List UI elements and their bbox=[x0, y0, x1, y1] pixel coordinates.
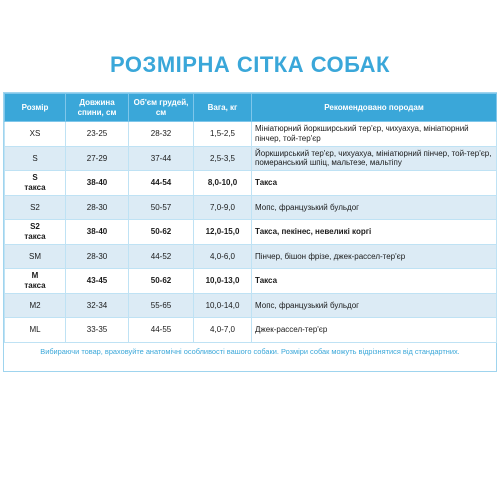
size-cell: M такса bbox=[5, 269, 66, 294]
back-length-cell: 28-30 bbox=[66, 244, 129, 269]
size-chart-table bbox=[4, 93, 497, 343]
back-length-cell: 27-29 bbox=[66, 146, 129, 171]
size-cell: S такса bbox=[5, 171, 66, 196]
back-length-cell: 43-45 bbox=[66, 269, 129, 294]
chest-cell: 44-54 bbox=[129, 171, 194, 196]
table-row bbox=[5, 195, 497, 220]
chest-cell: 55-65 bbox=[129, 293, 194, 318]
size-cell: S2 bbox=[5, 195, 66, 220]
back-length-cell: 28-30 bbox=[66, 195, 129, 220]
table-header-row bbox=[5, 94, 497, 122]
back-length-cell: 23-25 bbox=[66, 122, 129, 147]
weight-cell: 10,0-14,0 bbox=[194, 293, 252, 318]
size-cell: M2 bbox=[5, 293, 66, 318]
weight-cell: 2,5-3,5 bbox=[194, 146, 252, 171]
breeds-cell: Мініатюрний йоркширський тер'єр, чихуахуа, мініатюрний пінчер, той-тер'єр bbox=[252, 122, 497, 147]
table-row bbox=[5, 269, 497, 294]
size-cell: ML bbox=[5, 318, 66, 343]
weight-cell: 12,0-15,0 bbox=[194, 220, 252, 245]
table-row bbox=[5, 293, 497, 318]
breeds-cell: Мопс, французький бульдог bbox=[252, 293, 497, 318]
header-chest: Об'єм грудей, см bbox=[129, 94, 194, 122]
chest-cell: 44-55 bbox=[129, 318, 194, 343]
weight-cell: 10,0-13,0 bbox=[194, 269, 252, 294]
size-note: Вибираючи товар, враховуйте анатомічні особливості вашого собаки. Розміри собак можуть відрізнятися від стандартних. bbox=[40, 347, 460, 356]
header-weight: Вага, кг bbox=[194, 94, 252, 122]
breeds-cell: Такса, пекінес, невеликі коргі bbox=[252, 220, 497, 245]
weight-cell: 8,0-10,0 bbox=[194, 171, 252, 196]
table-row bbox=[5, 244, 497, 269]
weight-cell: 4,0-7,0 bbox=[194, 318, 252, 343]
weight-cell: 4,0-6,0 bbox=[194, 244, 252, 269]
breeds-cell: Такса bbox=[252, 171, 497, 196]
chest-cell: 50-62 bbox=[129, 220, 194, 245]
breeds-cell: Мопс, французький бульдог bbox=[252, 195, 497, 220]
table-row bbox=[5, 318, 497, 343]
chest-cell: 37-44 bbox=[129, 146, 194, 171]
chest-cell: 28-32 bbox=[129, 122, 194, 147]
table-row bbox=[5, 171, 497, 196]
size-cell: S2 такса bbox=[5, 220, 66, 245]
chest-cell: 50-62 bbox=[129, 269, 194, 294]
table-row bbox=[5, 146, 497, 171]
weight-cell: 7,0-9,0 bbox=[194, 195, 252, 220]
weight-cell: 1,5-2,5 bbox=[194, 122, 252, 147]
breeds-cell: Такса bbox=[252, 269, 497, 294]
back-length-cell: 38-40 bbox=[66, 171, 129, 196]
header-back-length bbox=[66, 94, 129, 122]
back-length-cell: 33-35 bbox=[66, 318, 129, 343]
breeds-cell: Йоркширський тер'єр, чихуахуа, мініатюрний пінчер, той-тер'єр, померанський шпіц, мальтезе, мальтіпу bbox=[252, 146, 497, 171]
header-back-length-text: Довжина спини, см bbox=[77, 97, 117, 117]
chest-cell: 50-57 bbox=[129, 195, 194, 220]
chest-cell: 44-52 bbox=[129, 244, 194, 269]
size-cell: SM bbox=[5, 244, 66, 269]
size-cell: XS bbox=[5, 122, 66, 147]
header-breeds: Рекомендовано породам bbox=[252, 94, 497, 122]
back-length-cell: 38-40 bbox=[66, 220, 129, 245]
header-size: Розмір bbox=[5, 94, 66, 122]
back-length-cell: 32-34 bbox=[66, 293, 129, 318]
size-cell: S bbox=[5, 146, 66, 171]
breeds-cell: Джек-рассел-тер'єр bbox=[252, 318, 497, 343]
table-row bbox=[5, 122, 497, 147]
page-title: РОЗМІРНА СІТКА СОБАК bbox=[110, 52, 390, 77]
table-row bbox=[5, 220, 497, 245]
breeds-cell: Пінчер, бішон фрізе, джек-рассел-тер'єр bbox=[252, 244, 497, 269]
